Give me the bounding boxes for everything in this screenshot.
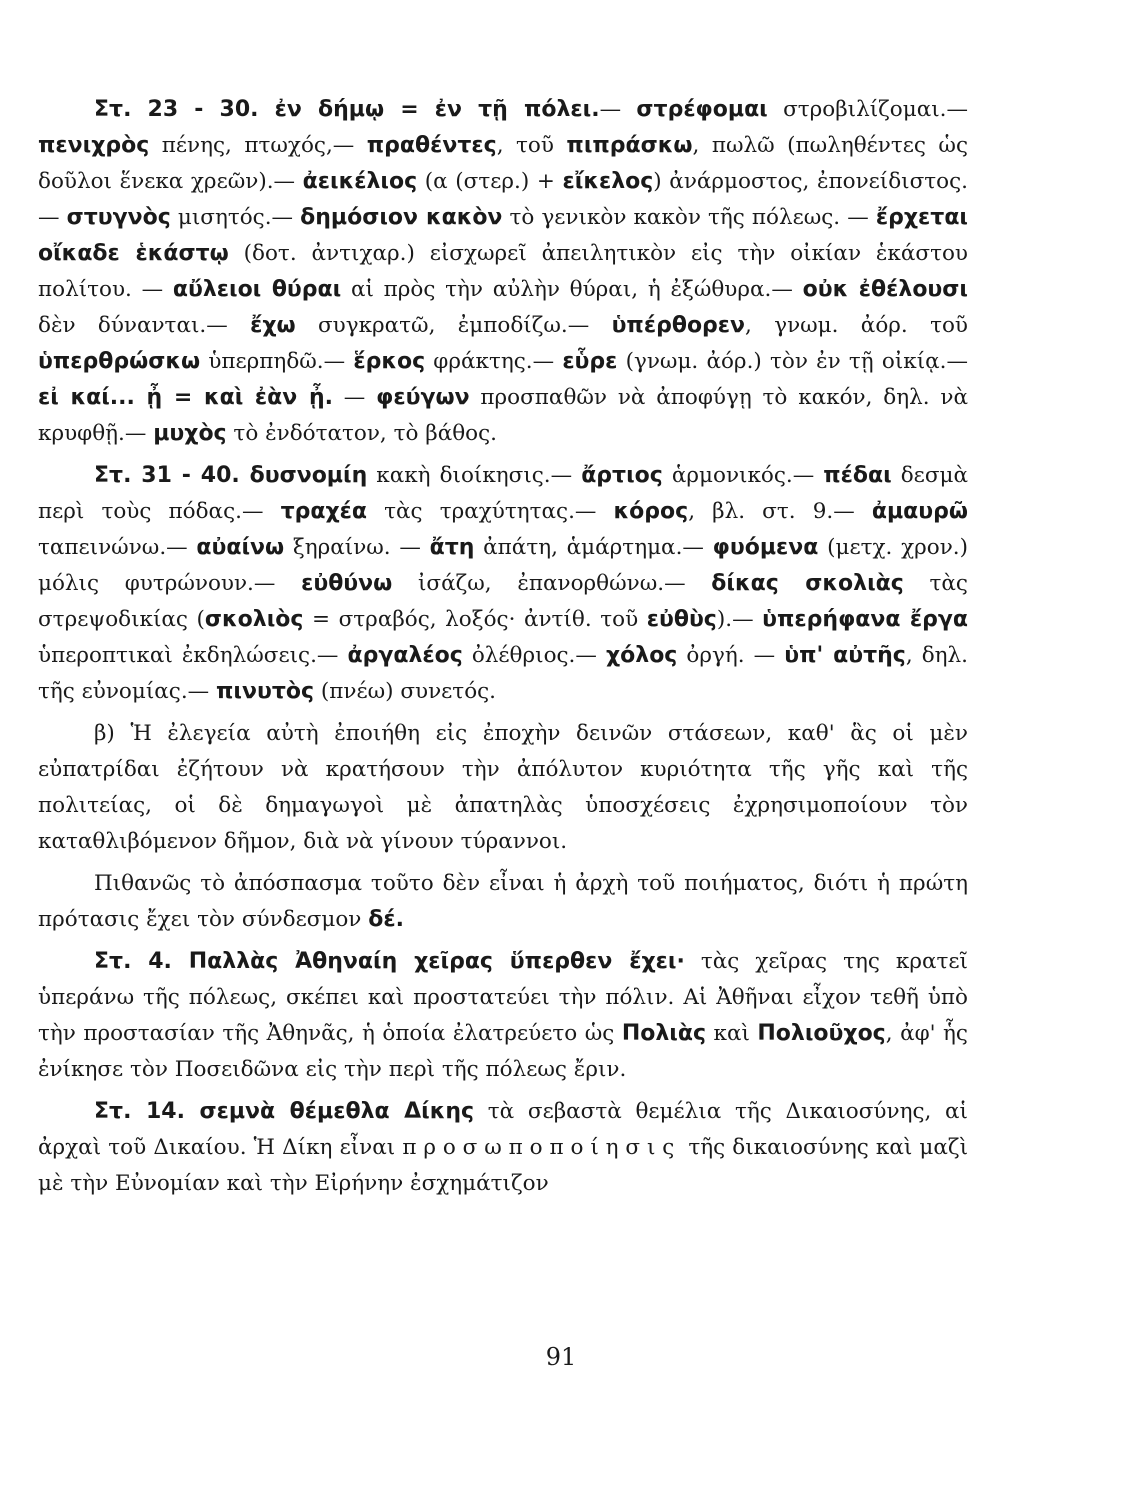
lemma-term: εὐθὺς <box>646 607 717 632</box>
gloss-text: (μετχ. χρον.) μόλις φυτρώνουν.— <box>38 535 968 596</box>
paragraph <box>38 1094 968 1202</box>
gloss-text: ἁρμονικός.— <box>662 463 824 488</box>
gloss-text: , ἀφ' ἧς ἐνίκησε τὸν Ποσειδῶνα εἰς τὴν περὶ τῆς πόλεως ἔριν. <box>38 1021 968 1082</box>
lemma-term: δίκας σκολιὰς <box>711 571 904 596</box>
gloss-text: — <box>332 385 377 410</box>
gloss-text: ὑπεροπτικαὶ ἐκδηλώσεις.— <box>38 643 348 668</box>
lemma-term: εἴκελος <box>562 169 654 194</box>
lemma-term: ἄτη <box>429 535 475 560</box>
lemma-term: Πολιοῦχος <box>757 1021 886 1046</box>
lemma-term: αὔλειοι θύραι <box>172 277 342 302</box>
gloss-text: τὰς στρεψοδικίας ( <box>38 571 968 632</box>
gloss-text: Πιθανῶς τὸ ἀπόσπασμα τοῦτο δὲν εἶναι ἡ ἀρχὴ τοῦ ποιήματος, διότι ἡ πρώτη πρότασις ἔχει τὸν σύνδεσμον <box>38 871 968 932</box>
gloss-text: (α (στερ.) + <box>417 169 563 194</box>
lemma-term: Πολιὰς <box>621 1021 706 1046</box>
gloss-text: τὰ σεβαστὰ θεμέλια τῆς Δικαιοσύνης, αἱ ἀρχαὶ τοῦ Δικαίου. Ἡ Δίκη εἶναι <box>38 1099 968 1160</box>
lemma-term: πιπράσκω <box>566 133 693 158</box>
lemma-term: ἀεικέλιος <box>302 169 418 194</box>
gloss-text: (δοτ. ἀντιχαρ.) εἰσχωρεῖ ἀπειλητικὸν εἰς τὴν οἰκίαν ἑκάστου πολίτου. — <box>38 241 968 302</box>
gloss-text: στροβιλίζομαι.— <box>767 97 968 122</box>
lemma-term: πινυτὸς <box>216 679 315 704</box>
lemma-term: φυόμενα <box>712 535 819 560</box>
lemma-term: εὐθύνω <box>301 571 393 596</box>
gloss-text: κακὴ διοίκησις.— <box>367 463 582 488</box>
lemma-term: οὐκ ἐθέλουσι <box>802 277 968 302</box>
gloss-text: ταπεινώνω.— <box>38 535 197 560</box>
gloss-text: προσπαθῶν νὰ ἀποφύγῃ τὸ κακόν, δηλ. νὰ κρυφθῇ.— <box>38 385 969 446</box>
gloss-text: ἰσάζω, ἐπανορθώνω.— <box>392 571 712 596</box>
gloss-text: συγκρατῶ, ἐμποδίζω.— <box>295 313 612 338</box>
paragraph <box>38 944 968 1088</box>
lemma-term: ὑπέρθορεν <box>611 313 746 338</box>
lemma-term: Στ. 4. Παλλὰς Ἀθηναίη χεῖρας ὕπερθεν ἔχει· <box>94 949 685 974</box>
gloss-text: τὰς τραχύτητας.— <box>367 499 614 524</box>
gloss-text: , δηλ. τῆς εὐνομίας.— <box>38 643 969 704</box>
gloss-text: , βλ. στ. 9.— <box>688 499 872 524</box>
lemma-term: σκολιὸς <box>204 607 304 632</box>
lemma-term: στυγνὸς <box>66 205 171 230</box>
gloss-text: — <box>599 97 637 122</box>
lemma-term: τραχέα <box>280 499 368 524</box>
gloss-text: ὑπερπηδῶ.— <box>200 349 354 374</box>
gloss-text: , γνωμ. ἀόρ. τοῦ <box>745 313 968 338</box>
lemma-term: ἕρκος <box>353 349 426 374</box>
gloss-text: ὀλέθριος.— <box>462 643 606 668</box>
gloss-text: τὰς χεῖρας της κρατεῖ ὑπεράνω τῆς πόλεως, σκέπει καὶ προστατεύει τὴν πόλιν. Αἱ Ἀθῆναι εἶχον τεθῆ ὑπὸ τὴν προστασίαν τῆς Ἀθηνᾶς, ἡ ὁποία ἐλατρεύετο ὡς <box>38 949 968 1046</box>
paragraph <box>38 92 968 452</box>
gloss-text: καὶ <box>706 1021 758 1046</box>
gloss-text: ἀπάτη, ἁμάρτημα.— <box>474 535 713 560</box>
gloss-text: ) ἀνάρμοστος, ἐπονείδιστος.— <box>38 169 968 230</box>
lemma-term: ἔρχεται οἴκαδε ἑκάστῳ <box>38 205 969 266</box>
lemma-term: αὐαίνω <box>196 535 285 560</box>
gloss-text: ξηραίνω. — <box>284 535 430 560</box>
gloss-text: φράκτης.— <box>425 349 563 374</box>
commentary-text <box>38 92 968 1202</box>
lemma-term: μυχὸς <box>153 421 227 446</box>
lemma-term: στρέφομαι <box>636 97 768 122</box>
page-number: 91 <box>545 1343 577 1371</box>
page-body <box>38 92 968 1202</box>
lemma-term: Στ. 23 - 30. ἐν δήμῳ = ἐν τῇ πόλει. <box>94 97 600 122</box>
gloss-text: = στραβός, λοξός· ἀντίθ. τοῦ <box>303 607 647 632</box>
lemma-term: φεύγων <box>376 385 470 410</box>
lemma-term: πραθέντες <box>366 133 497 158</box>
gloss-text: (γνωμ. ἀόρ.) τὸν ἐν τῇ οἰκίᾳ.— <box>617 349 968 374</box>
lemma-term: κόρος <box>613 499 689 524</box>
gloss-text: μισητός.— <box>170 205 301 230</box>
lemma-term: ἔχω <box>250 313 296 338</box>
lemma-term: πέδαι <box>823 463 892 488</box>
lemma-term: χόλος <box>605 643 678 668</box>
paragraph <box>38 458 968 710</box>
gloss-text: δὲν δύνανται.— <box>38 313 251 338</box>
gloss-text: τὸ γενικὸν κακὸν τῆς πόλεως. — <box>502 205 876 230</box>
lemma-term: Στ. 31 - 40. δυσνομίη <box>94 463 368 488</box>
paragraph <box>38 866 968 938</box>
lemma-term: ὑπ' αὐτῆς <box>784 643 906 668</box>
gloss-text: ὀργή. — <box>677 643 785 668</box>
gloss-text: προσωποποίησις <box>402 1135 682 1160</box>
lemma-term: ὑπερήφανα ἔργα <box>762 607 968 632</box>
gloss-text: τῆς δικαιοσύνης καὶ μαζὶ μὲ τὴν Εὐνομίαν καὶ τὴν Εἰρήνην ἐσχημάτιζον <box>38 1135 969 1196</box>
lemma-term: ἄρτιος <box>581 463 663 488</box>
lemma-term: ἀργαλέος <box>347 643 463 668</box>
paragraph <box>38 716 968 860</box>
lemma-term: δέ. <box>368 907 404 932</box>
lemma-term: ὑπερθρώσκω <box>38 349 201 374</box>
lemma-term: πενιχρὸς <box>38 133 150 158</box>
gloss-text: ).— <box>716 607 763 632</box>
gloss-text: (πνέω) συνετός. <box>314 679 497 704</box>
gloss-text: αἱ πρὸς τὴν αὐλὴν θύραι, ἡ ἐξώθυρα.— <box>341 277 803 302</box>
gloss-text: , πωλῶ (πωληθέντες ὡς δοῦλοι ἕνεκα χρεῶν).— <box>38 133 969 194</box>
gloss-text: πένης, πτωχός,— <box>149 133 367 158</box>
lemma-term: Στ. 14. σεμνὰ θέμεθλα Δίκης <box>94 1099 475 1124</box>
lemma-term: ἀμαυρῶ <box>871 499 968 524</box>
lemma-term: εἰ καί... ᾖ = καὶ ἐὰν ᾖ. <box>38 385 333 410</box>
gloss-text: δεσμὰ περὶ τοὺς πόδας.— <box>38 463 968 524</box>
gloss-text: β) Ἡ ἐλεγεία αὐτὴ ἐποιήθη εἰς ἐποχὴν δεινῶν στάσεων, καθ' ἃς οἱ μὲν εὐπατρίδαι ἐζήτουν νὰ κρατήσουν τὴν ἀπόλυτον κυριότητα τῆς γῆς καὶ τῆς πολιτείας, οἱ δὲ δημαγωγοὶ μὲ ἀπατηλὰς ὑποσχέσεις ἐχρησιμοποίουν τὸν καταθλιβόμενον δῆμον, διὰ νὰ γίνουν τύραννοι. <box>38 721 968 854</box>
lemma-term: δημόσιον κακὸν <box>300 205 503 230</box>
gloss-text: τὸ ἐνδότατον, τὸ βάθος. <box>226 421 497 446</box>
gloss-text: , τοῦ <box>496 133 567 158</box>
lemma-term: εὗρε <box>562 349 618 374</box>
